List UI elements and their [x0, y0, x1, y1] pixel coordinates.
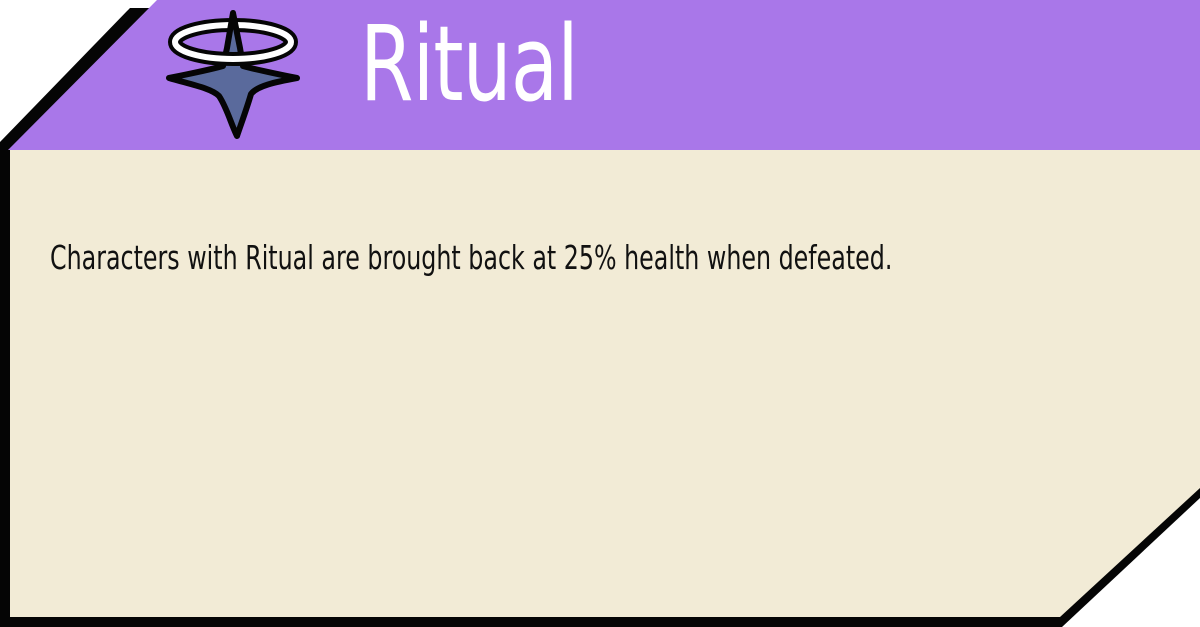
card-title: Ritual — [360, 3, 578, 125]
card-body-panel — [10, 150, 1200, 617]
card-description: Characters with Ritual are brought back at 25% health when defeated. — [50, 238, 893, 277]
ritual-icon — [165, 8, 305, 142]
